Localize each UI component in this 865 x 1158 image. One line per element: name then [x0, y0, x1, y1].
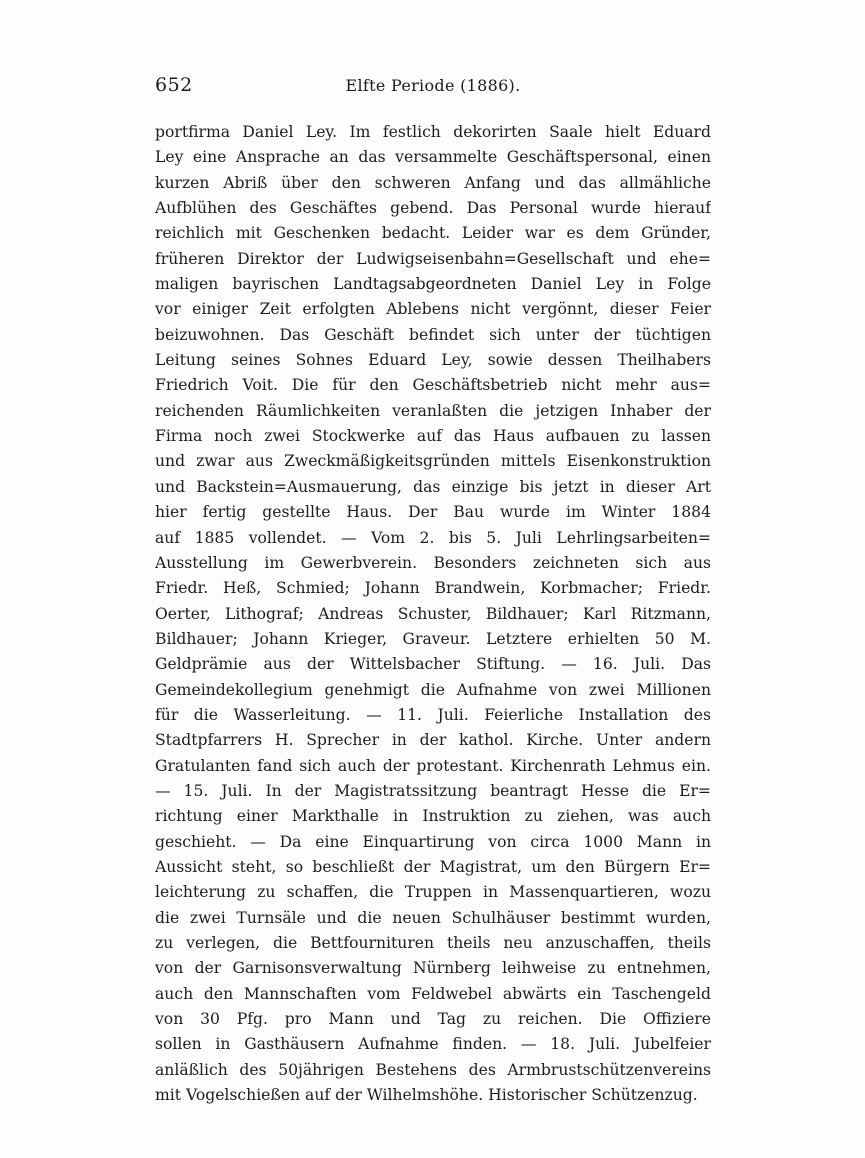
text-line: Aufblühen des Geschäftes gebend. Das Personal wurde hierauf [155, 199, 711, 218]
text-line: Ausstellung im Gewerbverein. Besonders zeichneten sich aus [155, 553, 711, 572]
text-line: Stadtpfarrers H. Sprecher in der kathol. Kirche. Unter andern [155, 731, 711, 750]
text-line: zu verlegen, die Bettfournituren theils neu anzuschaffen, theils [155, 934, 711, 952]
text-line: anläßlich des 50jährigen Bestehens des Armbrustschützenvereins [155, 1060, 711, 1079]
text-line: geschieht. — Da eine Einquartirung von circa 1000 Mann in [155, 832, 711, 851]
text-line: reichenden Räumlichkeiten veranlaßten die jetzigen Inhaber der [155, 401, 711, 420]
text-line: die zwei Turnsäle und die neuen Schulhäuser bestimmt wurden, [155, 908, 711, 927]
text-line: Friedr. Heß, Schmied; Johann Brandwein, Korbmacher; Friedr. [155, 579, 711, 598]
page-number: 652 [155, 74, 193, 96]
text-line: Gratulanten fand sich auch der protestant. Kirchenrath Lehmus ein. [155, 756, 711, 775]
text-line: auf 1885 vollendet. — Vom 2. bis 5. Juli Lehrlingsarbeiten= [155, 528, 711, 547]
text-line: portfirma Daniel Ley. Im festlich dekorirten Saale hielt Eduard [155, 123, 711, 141]
text-line: Aussicht steht, so beschließt der Magistrat, um den Bürgern Er= [155, 857, 711, 876]
text-line: und zwar aus Zweckmäßigkeitsgründen mittels Eisenkonstruktion [155, 452, 711, 471]
text-line: früheren Direktor der Ludwigseisenbahn=Gesellschaft und ehe= [155, 249, 711, 268]
text-line: richtung einer Markthalle in Instruktion zu ziehen, was auch [155, 807, 711, 826]
text-line: auch den Mannschaften vom Feldwebel abwärts ein Taschengeld [155, 984, 711, 1003]
text-line: Leitung seines Sohnes Eduard Ley, sowie dessen Theilhabers [155, 351, 711, 370]
text-line: Ley eine Ansprache an das versammelte Geschäftspersonal, einen [155, 148, 711, 167]
text-line: leichterung zu schaffen, die Truppen in Massenquartieren, wozu [155, 883, 711, 902]
text-line: von der Garnisonsverwaltung Nürnberg leihweise zu entnehmen, [155, 959, 711, 978]
text-line: Oerter, Lithograf; Andreas Schuster, Bildhauer; Karl Ritzmann, [155, 604, 711, 623]
page-header [155, 74, 711, 100]
text-line: sollen in Gasthäusern Aufnahme finden. — 18. Juli. Jubelfeier [155, 1035, 711, 1054]
text-line: vor einiger Zeit erfolgten Ablebens nicht vergönnt, dieser Feier [155, 300, 711, 319]
running-head: Elfte Periode (1886). [345, 76, 521, 95]
text-line: maligen bayrischen Landtagsabgeordneten Daniel Ley in Folge [155, 275, 711, 294]
text-line: mit Vogelschießen auf der Wilhelmshöhe. Historischer Schützenzug. [155, 1086, 698, 1105]
text-line: Firma noch zwei Stockwerke auf das Haus aufbauen zu lassen [155, 427, 711, 446]
text-line: — 15. Juli. In der Magistratssitzung beantragt Hesse die Er= [155, 781, 711, 800]
text-line: Friedrich Voit. Die für den Geschäftsbetrieb nicht mehr aus= [155, 376, 711, 395]
text-line: hier fertig gestellte Haus. Der Bau wurde im Winter 1884 [155, 503, 711, 522]
text-line: Gemeindekollegium genehmigt die Aufnahme von zwei Millionen [155, 680, 711, 699]
text-line: Bildhauer; Johann Krieger, Graveur. Letztere erhielten 50 M. [155, 629, 711, 648]
text-line: von 30 Pfg. pro Mann und Tag zu reichen. Die Offiziere [155, 1010, 711, 1029]
text-line: für die Wasserleitung. — 11. Juli. Feierliche Installation des [155, 705, 711, 724]
text-line: und Backstein=Ausmauerung, das einzige bis jetzt in dieser Art [155, 477, 711, 496]
text-line: reichlich mit Geschenken bedacht. Leider war es dem Gründer, [155, 224, 711, 243]
text-line: Geldprämie aus der Wittelsbacher Stiftung. — 16. Juli. Das [155, 655, 711, 674]
body-text [155, 120, 711, 1108]
text-line: kurzen Abriß über den schweren Anfang und das allmähliche [155, 173, 711, 192]
text-line: beizuwohnen. Das Geschäft befindet sich unter der tüchtigen [155, 325, 711, 344]
